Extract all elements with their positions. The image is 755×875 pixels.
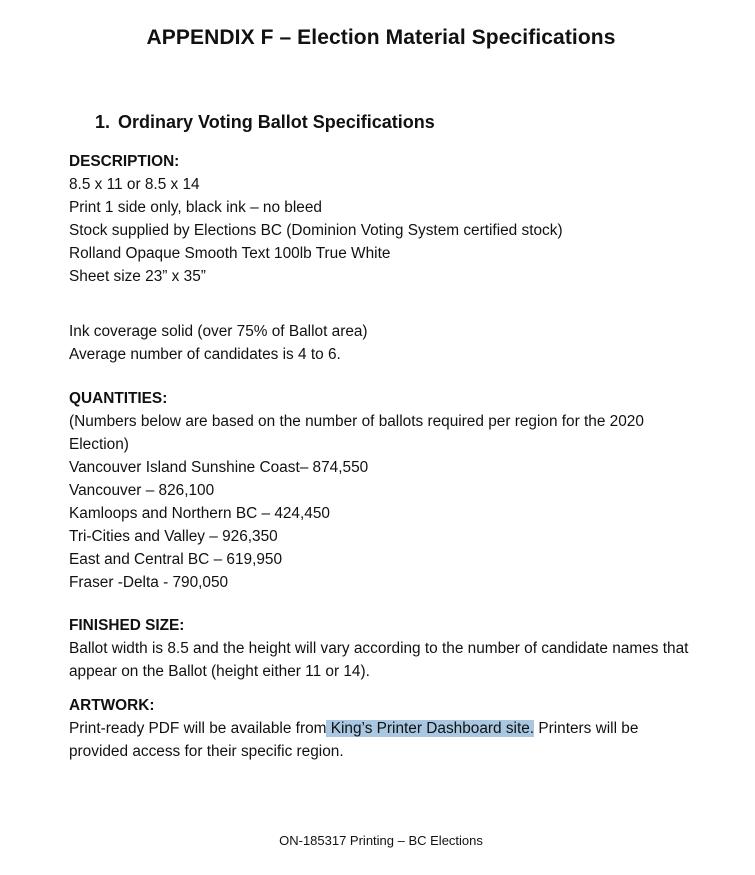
ink-coverage-block [69,320,709,366]
page-title: APPENDIX F – Election Material Specifications [146,26,616,49]
artwork-text [69,717,679,763]
region-quantity: Vancouver Island Sunshine Coast– 874,550 [69,459,369,476]
region-quantity: Fraser -Delta - 790,050 [69,574,229,591]
description-block [69,150,709,288]
quantities-note: (Numbers below are based on the number of ballots required per region for the 2020 Election) [69,413,644,453]
finished-size-label: FINISHED SIZE: [69,617,185,634]
section-heading [95,112,435,133]
highlighted-link-text: King’s Printer Dashboard site. [326,720,535,737]
section-heading-text: Ordinary Voting Ballot Specifications [118,112,435,132]
artwork-block [69,694,709,763]
artwork-text-after: Printers will be provided access for their specific region. [69,720,639,760]
region-quantity: Kamloops and Northern BC – 424,450 [69,505,330,522]
finished-size-text: Ballot width is 8.5 and the height will vary according to the number of candidate names that appear on the Ballot (height either 11 or 14). [69,640,689,680]
description-line: Sheet size 23” x 35” [69,268,206,285]
section-number: 1. [95,112,111,132]
region-quantity: East and Central BC – 619,950 [69,551,283,568]
finished-size-block [69,614,709,683]
quantities-block [69,387,709,594]
ink-coverage-line: Ink coverage solid (over 75% of Ballot area) [69,323,368,340]
page-footer: ON-185317 Printing – BC Elections [279,833,483,848]
description-label: DESCRIPTION: [69,153,180,170]
description-line: Stock supplied by Elections BC (Dominion Voting System certified stock) [69,222,563,239]
description-line: Print 1 side only, black ink – no bleed [69,199,322,216]
region-quantity: Vancouver – 826,100 [69,482,215,499]
artwork-label: ARTWORK: [69,697,155,714]
region-quantity: Tri-Cities and Valley – 926,350 [69,528,278,545]
artwork-text-before: Print-ready PDF will be available from [69,720,327,737]
quantities-label: QUANTITIES: [69,390,168,407]
description-line: Rolland Opaque Smooth Text 100lb True White [69,245,391,262]
candidates-line: Average number of candidates is 4 to 6. [69,346,341,363]
description-line: 8.5 x 11 or 8.5 x 14 [69,176,200,193]
